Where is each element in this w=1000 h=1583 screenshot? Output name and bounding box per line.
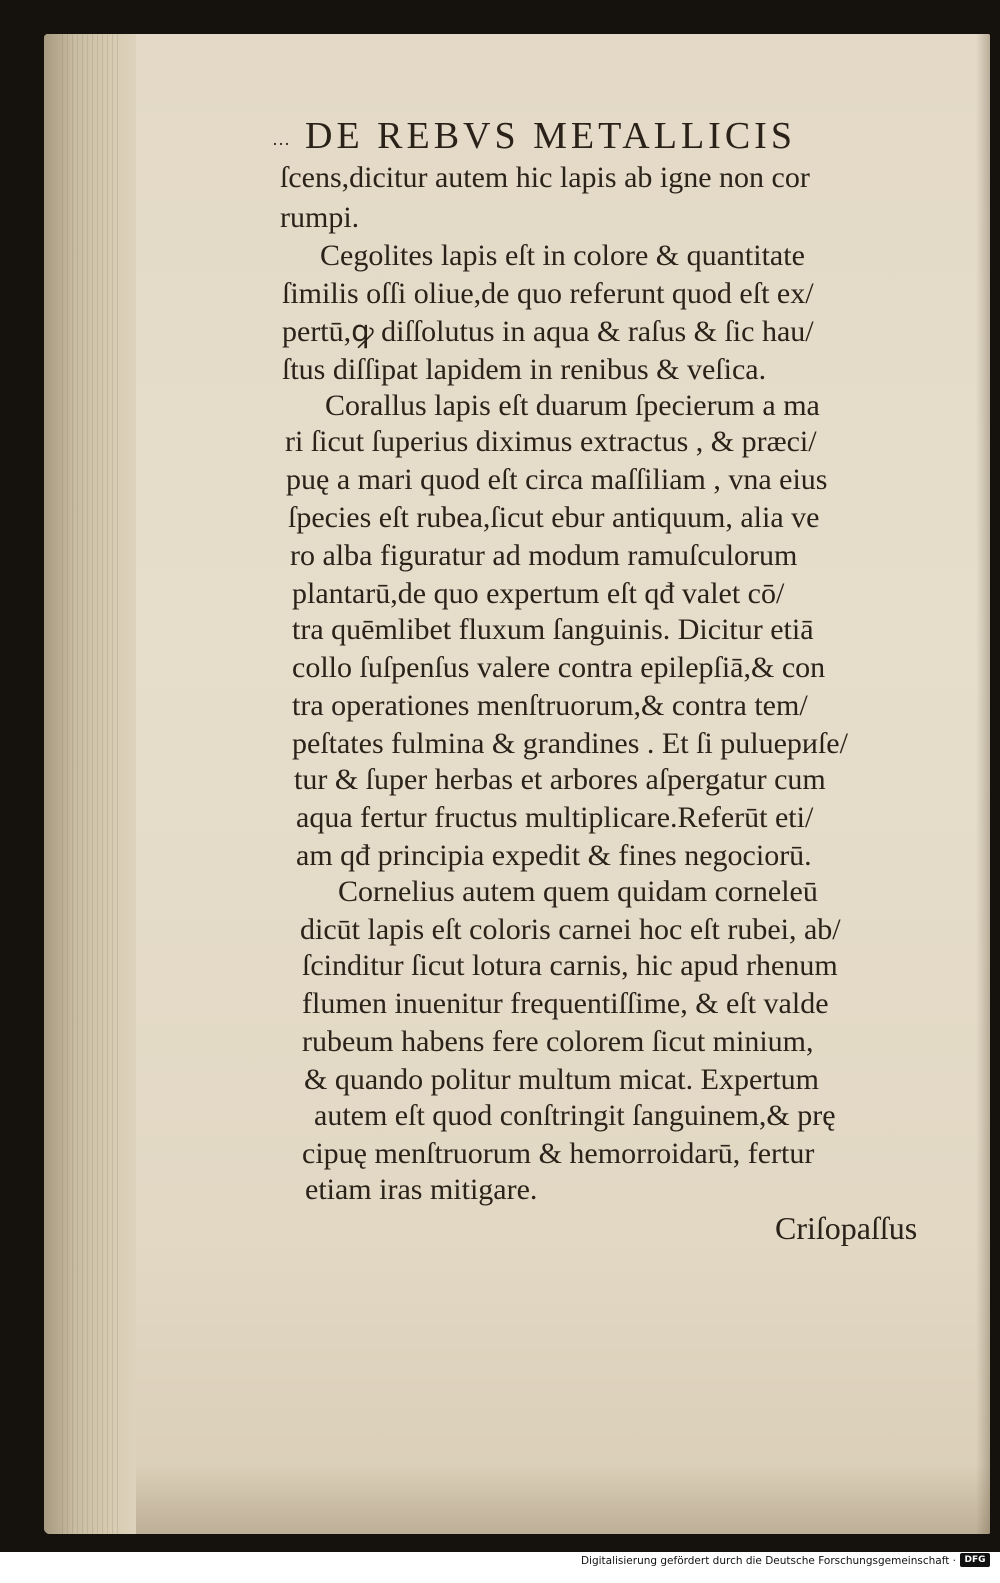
text-line: ſcinditur ſicut lotura carnis, hic apud rhenum	[302, 949, 838, 982]
text-line: ri ſicut ſuperius diximus extractus , & præci/	[285, 425, 817, 458]
text-line: etiam iras mitigare.	[305, 1173, 538, 1206]
text-line: ſcens,dicitur autem hic lapis ab igne non cor	[280, 161, 810, 194]
page-stain	[136, 1464, 990, 1534]
text-line: pertū,ꝙ diſſolutus in aqua & raſus & ſic hau/	[282, 315, 814, 348]
text-line: & quando politur multum micat. Expertum	[304, 1063, 819, 1096]
text-line: flumen inuenitur frequentiſſime, & eſt valde	[302, 987, 829, 1020]
text-line: ro alba figuratur ad modum ramuſculorum	[290, 539, 798, 572]
catchword: Criſopaſſus	[775, 1210, 918, 1246]
text-line: Cornelius autem quem quidam corneleū	[338, 875, 818, 908]
text-line: tra operationes menſtruorum,& contra tem/	[292, 689, 808, 722]
text-line: Corallus lapis eſt duarum ſpecierum a ma	[325, 389, 820, 422]
text-line: am qđ principia expedit & fines negociorū.	[296, 839, 812, 872]
text-line: autem eſt quod conſtringit ſanguinem,& prę	[314, 1099, 836, 1132]
text-line: rumpi.	[280, 201, 360, 234]
text-line: Cegolites lapis eſt in colore & quantitate	[320, 239, 805, 272]
text-line: tur & ſuper herbas et arbores aſpergatur cum	[294, 763, 826, 796]
text-line: ſpecies eſt rubea,ſicut ebur antiquum, alia ve	[288, 501, 820, 534]
text-line: rubeum habens fere colorem ſicut minium,	[302, 1025, 814, 1058]
text-line: plantarū,de quo expertum eſt qđ valet cō/	[292, 577, 785, 610]
dfg-logo: DFG	[960, 1553, 990, 1567]
text-line: puę a mari quod eſt circa maſſiliam , vna eius	[286, 463, 828, 496]
text-line: tra quēmlibet fluxum ſanguinis. Dicitur etiā	[292, 613, 814, 646]
ornament-dots: …	[272, 128, 291, 149]
text-line: ſimilis oſſi oliue,de quo referunt quod eſt ex/	[282, 277, 814, 310]
text-line: collo ſuſpenſus valere contra epilepſiā,& con	[292, 651, 826, 684]
text-line: ſtus diſſipat lapidem in renibus & veſica.	[282, 353, 767, 386]
digitization-credit: Digitalisierung gefördert durch die Deutsche Forschungsgemeinschaft ·	[580, 1555, 956, 1567]
running-head-title: DE REBVS METALLICIS	[305, 115, 796, 157]
text-line: dicūt lapis eſt coloris carnei hoc eſt rubei, ab/	[300, 913, 841, 946]
running-head	[272, 114, 912, 158]
page-fore-edge	[44, 34, 136, 1534]
text-line: cipuę menſtruorum & hemorroidarū, fertur	[302, 1137, 815, 1170]
text-line: aqua fertur fructus multiplicare.Referūt eti/	[296, 801, 814, 834]
text-line: peſtates fulmina & grandines . Et ſi puluериſe/	[292, 727, 848, 760]
